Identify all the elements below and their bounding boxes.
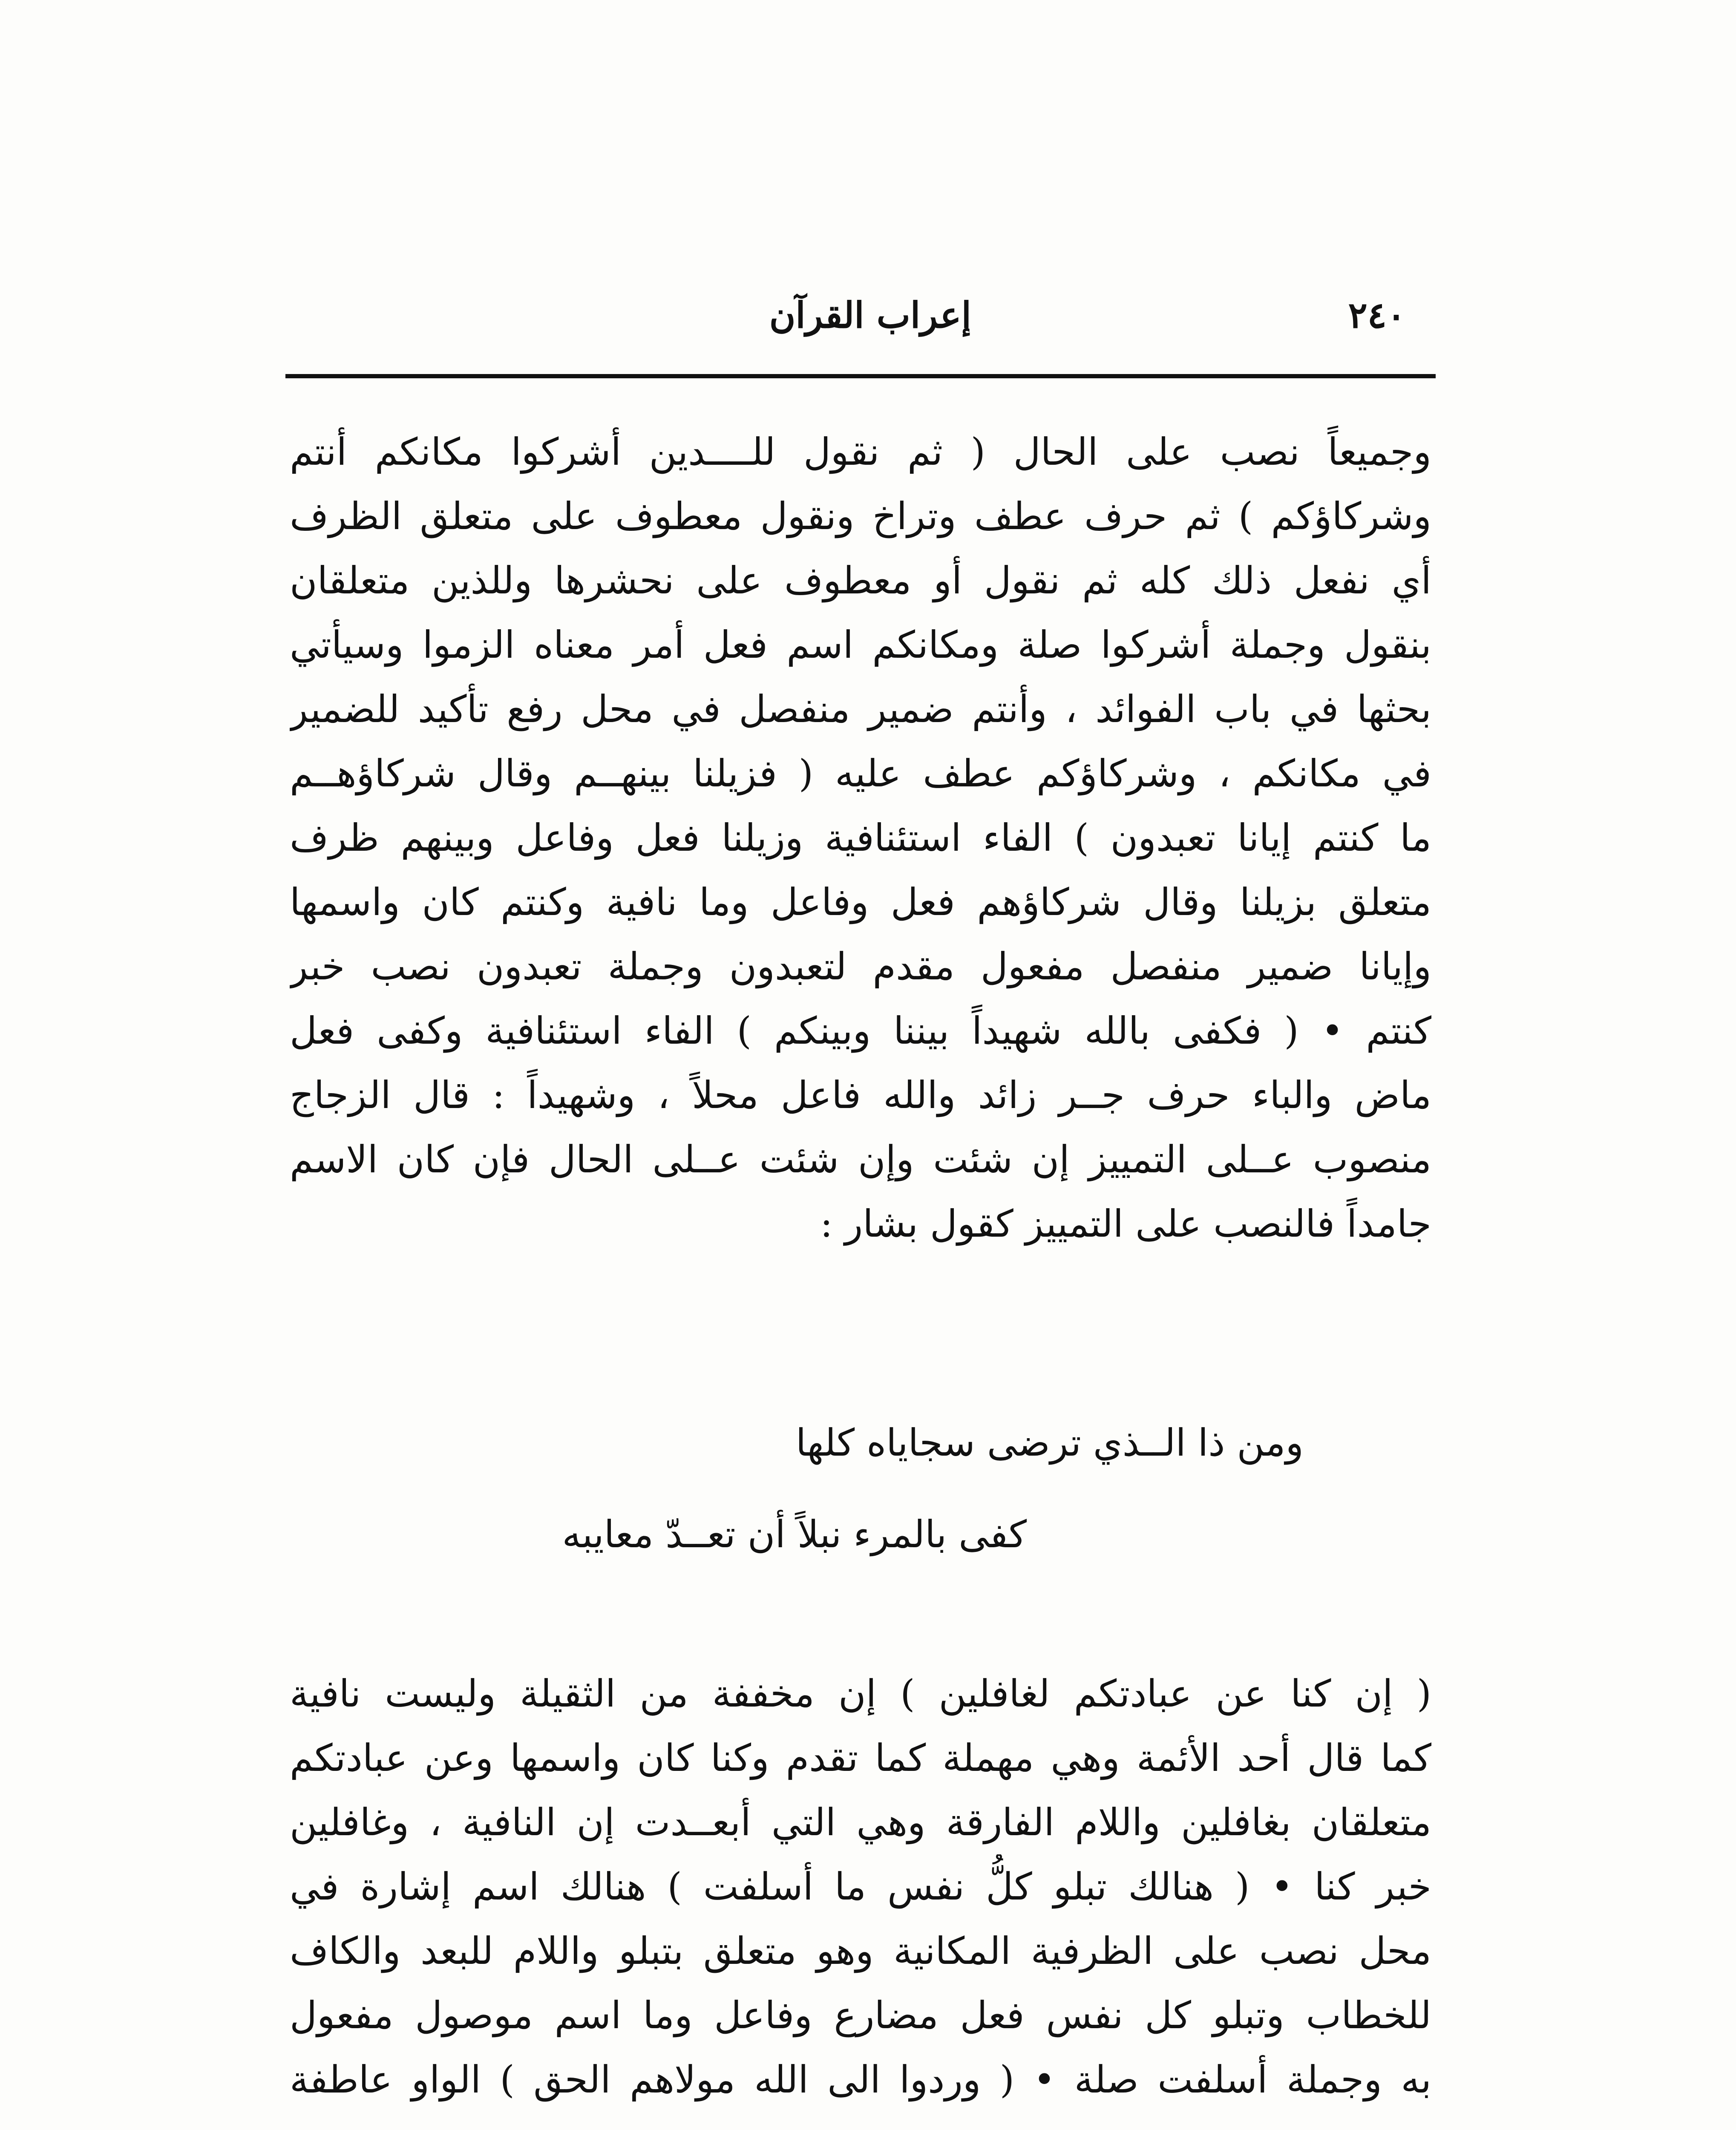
text-line: به وجملة أسلفت صلة • ( وردوا الى الله مولاهم الحق ) الواو عاطفة [290, 2058, 1431, 2101]
text-line: متعلق بزيلنا وقال شركاؤهم فعل وفاعل وما نافية وكنتم كان واسمها [290, 880, 1431, 924]
text-line: أي نفعل ذلك كله ثم نقول أو معطوف على نحشرها وللذين متعلقان [290, 558, 1431, 602]
text-line: محل نصب على الظرفية المكانية وهو متعلق بتبلو واللام للبعد والكاف [290, 1929, 1431, 1973]
text-line: منصوب عــلى التمييز إن شئت وإن شئت عــلى الحال فإن كان الاسم [290, 1137, 1431, 1181]
text-line: جامداً فالنصب على التمييز كقول بشار : [820, 1202, 1431, 1246]
paragraph-2 [290, 1661, 1431, 2112]
header-rule [285, 374, 1436, 378]
text-line: ماض والباء حرف جــر زائد والله فاعل محلاً ، وشهيداً : قال الزجاج [290, 1073, 1431, 1117]
text-line: كنتم • ( فكفى بالله شهيداً بيننا وبينكم ) الفاء استئنافية وكفى فعل [290, 1009, 1431, 1053]
text-line: كما قال أحد الأئمة وهي مهملة كما تقدم وكنا كان واسمها وعن عبادتكم [290, 1736, 1431, 1780]
text-line: وإيانا ضمير منفصل مفعول مقدم لتعبدون وجملة تعبدون نصب خبر [290, 944, 1431, 988]
verse-hemistich-1: ومن ذا الــذي ترضى سجاياه كلها [795, 1421, 1304, 1465]
text-line: وشركاؤكم ) ثم حرف عطف وتراخ ونقول معطوف على متعلق الظرف [290, 494, 1431, 538]
text-line: ( إن كنا عن عبادتكم لغافلين ) إن مخففة من الثقيلة وليست نافية [290, 1672, 1431, 1716]
text-line: بحثها في باب الفوائد ، وأنتم ضمير منفصل في محل رفع تأكيد للضمير [290, 687, 1431, 731]
running-title: إعراب القرآن [769, 294, 971, 336]
text-line: في مكانكم ، وشركاؤكم عطف عليه ( فزيلنا بينهــم وقال شركاؤهــم [290, 751, 1431, 795]
text-line: بنقول وجملة أشركوا صلة ومكانكم اسم فعل أمر معناه الزموا وسيأتي [290, 623, 1431, 667]
text-line: ما كنتم إيانا تعبدون ) الفاء استئنافية وزيلنا فعل وفاعل وبينهم ظرف [290, 816, 1431, 860]
text-line: متعلقان بغافلين واللام الفارقة وهي التي أبعــدت إن النافية ، وغافلين [290, 1800, 1431, 1844]
text-line: للخطاب وتبلو كل نفس فعل مضارع وفاعل وما اسم موصول مفعول [290, 1993, 1431, 2037]
paragraph-1 [290, 420, 1431, 1256]
text-line: وجميعاً نصب على الحال ( ثم نقول للــــدين أشركوا مكانكم أنتم [290, 430, 1431, 474]
verse-hemistich-2: كفى بالمرء نبلاً أن تعــدّ معايبه [562, 1512, 1027, 1556]
page-header [290, 281, 1431, 366]
text-line: خبر كنا • ( هنالك تبلو كلُّ نفس ما أسلفت ) هنالك اسم إشارة في [290, 1865, 1431, 1908]
page-number: ٢٤٠ [1348, 294, 1406, 336]
